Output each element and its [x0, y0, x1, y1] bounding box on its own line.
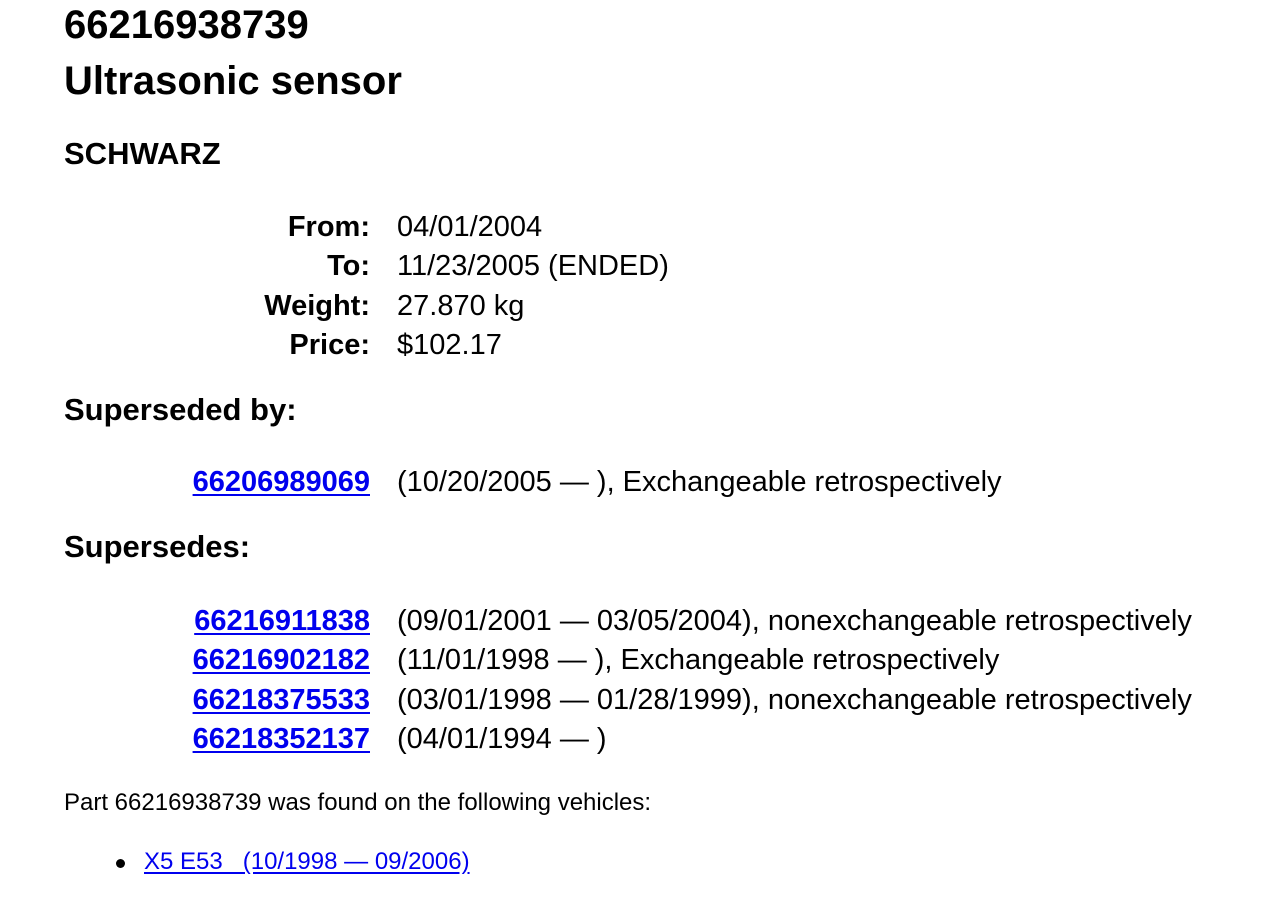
supersedes-row — [64, 720, 1192, 759]
vehicle-list — [64, 845, 470, 879]
detail-label: Weight: — [264, 289, 370, 322]
supersession-info: (04/01/1994 — ) — [397, 723, 607, 756]
superseded-by-table — [64, 463, 1002, 502]
bullet-icon — [116, 859, 125, 868]
part-number: 66216938739 — [64, 3, 309, 47]
supersession-info: (09/01/2001 — 03/05/2004), nonexchangeable retrospectively — [397, 605, 1192, 638]
supersession-info: (11/01/1998 — ), Exchangeable retrospectively — [397, 644, 1000, 677]
list-item — [64, 845, 470, 879]
detail-value: 11/23/2005 (ENDED) — [397, 250, 669, 283]
detail-row-from — [64, 208, 669, 247]
detail-label: Price: — [289, 329, 370, 362]
part-link[interactable]: 66216911838 — [194, 605, 370, 638]
supersedes-row — [64, 602, 1192, 641]
vehicles-intro: Part 66216938739 was found on the following vehicles: — [64, 789, 652, 816]
supersedes-heading: Supersedes: — [64, 529, 251, 564]
supersedes-row — [64, 681, 1192, 720]
detail-label: To: — [327, 250, 370, 283]
detail-value: 04/01/2004 — [397, 211, 543, 244]
supersession-info: (10/20/2005 — ), Exchangeable retrospectively — [397, 466, 1002, 499]
supersedes-row — [64, 641, 1192, 680]
supersession-info: (03/01/1998 — 01/28/1999), nonexchangeable retrospectively — [397, 683, 1192, 716]
part-details-table — [64, 208, 669, 365]
supersedes-table — [64, 602, 1192, 759]
detail-value: 27.870 kg — [397, 289, 525, 322]
superseded-by-row — [64, 463, 1002, 502]
detail-row-weight — [64, 287, 669, 326]
detail-row-to — [64, 247, 669, 286]
detail-label: From: — [287, 211, 370, 244]
vehicle-link[interactable]: X5 E53 (10/1998 — 09/2006) — [144, 848, 470, 875]
brand-name: SCHWARZ — [64, 136, 221, 171]
part-link[interactable]: 66216902182 — [192, 644, 370, 677]
detail-value: $102.17 — [397, 329, 502, 362]
detail-row-price — [64, 326, 669, 365]
part-name: Ultrasonic sensor — [64, 59, 402, 103]
part-link[interactable]: 66206989069 — [192, 466, 370, 499]
superseded-by-heading: Superseded by: — [64, 392, 297, 427]
part-link[interactable]: 66218352137 — [192, 723, 370, 756]
part-link[interactable]: 66218375533 — [192, 683, 370, 716]
